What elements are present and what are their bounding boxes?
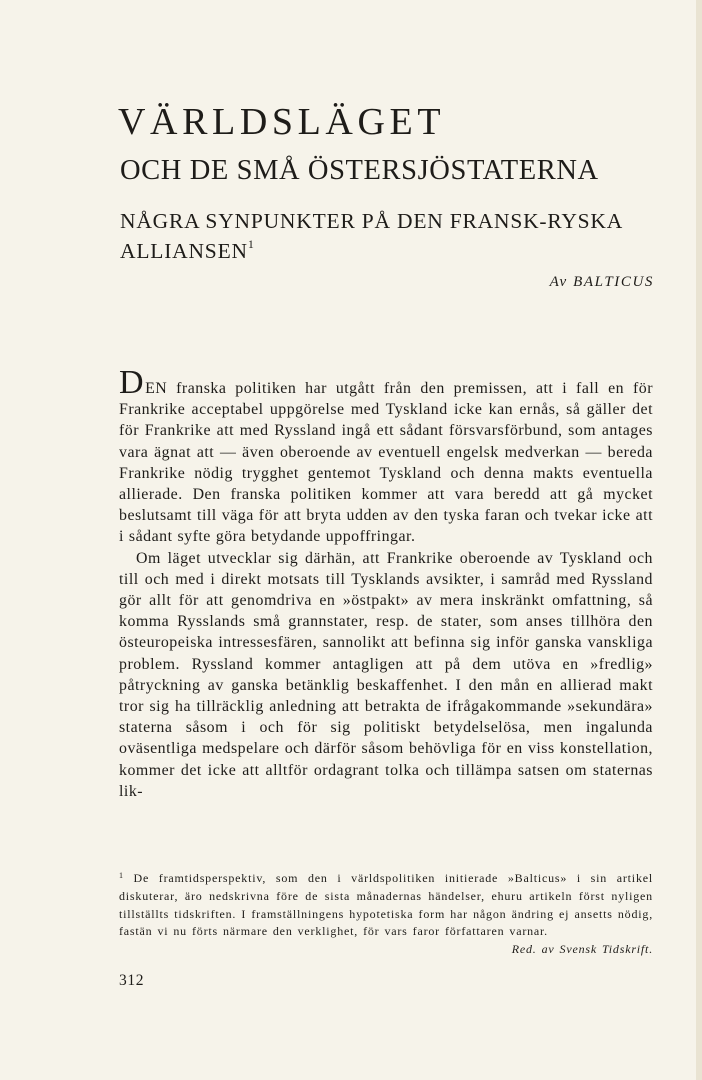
- page-edge: [696, 0, 702, 1080]
- footnote: [119, 870, 653, 959]
- footnote-text: De framtidsperspektiv, som den i världspolitiken initierade »Balticus» i sin artikel diskuterar, äro nedskrivna före de sista månadernas händelser, ehuru artikeln först nyligen tillställts tidskriften. I framställningens hypotetiska form har någon ändring ej ansetts nödig, fastän vi nu förts närmare den verklighet, för vars faror författaren varnar.: [119, 871, 654, 939]
- article-subtitle: OCH DE SMÅ ÖSTERSJÖSTATERNA: [120, 155, 599, 186]
- drop-cap: D: [119, 364, 145, 401]
- paragraph-2: Om läget utvecklar sig därhän, att Frankrike oberoende av Tyskland och till och med i direkt motsats till Tysklands avsikter, i samråd med Ryssland gör allt för att genomdriva en »östpakt» av mera inskränkt omfattning, så komma Rysslands små grannstater, resp. de stater, som anses tillhöra den östeuropeiska intressesfären, sannolikt att befinna sig inför ganska vanskliga problem. Ryssland kommer antagligen att på dem utöva en »fredlig» påtryckning av ganska betänklig beskaffenhet. I den mån en allierad makt tror sig ha tillräcklig anledning att betrakta de ifrågakommande »sekundära» staterna såsom i och för sig politiskt betydelselösa, men ingalunda oväsentliga medspelare och därför såsom behövliga för en viss konstellation, kommer det icke att alltför ordagrant tolka och tillämpa satsen om staternas lik-: [119, 549, 653, 800]
- first-word-rest: EN: [145, 380, 168, 397]
- article-body: [119, 364, 653, 802]
- paragraph-1: [119, 364, 653, 548]
- article-subheading: [120, 206, 660, 266]
- author-byline: Av BALTICUS: [549, 274, 654, 290]
- paragraph-1-text: franska politiken har utgått från den premissen, att i fall en för Frankrike acceptabel uppgörelse med Tyskland icke kan ernås, så gäller det för Frankrike att med Ryssland ingå ett sådant försvarsförbund, som antages vara ägnat att — även oberoende av eventuell engelsk medverkan — bereda Frankrike nödig trygghet gentemot Tyskland och denna makts eventuella allierade. Den franska politiken kommer att vara beredd att gå mycket beslutsamt till väga för att bryta udden av den tyska faran och tvekar icke att i sådant syfte göra betydande uppoffringar.: [119, 380, 653, 546]
- article-title: VÄRLDSLÄGET: [118, 101, 446, 143]
- footnote-marker: 1: [119, 871, 124, 880]
- editor-credit: Red. av Svensk Tidskrift.: [511, 942, 653, 957]
- footnote-reference: 1: [247, 237, 255, 251]
- article-subheading-text: NÅGRA SYNPUNKTER PÅ DEN FRANSK-RYSKA ALLIANSEN: [120, 209, 622, 263]
- page-number: 312: [119, 972, 145, 989]
